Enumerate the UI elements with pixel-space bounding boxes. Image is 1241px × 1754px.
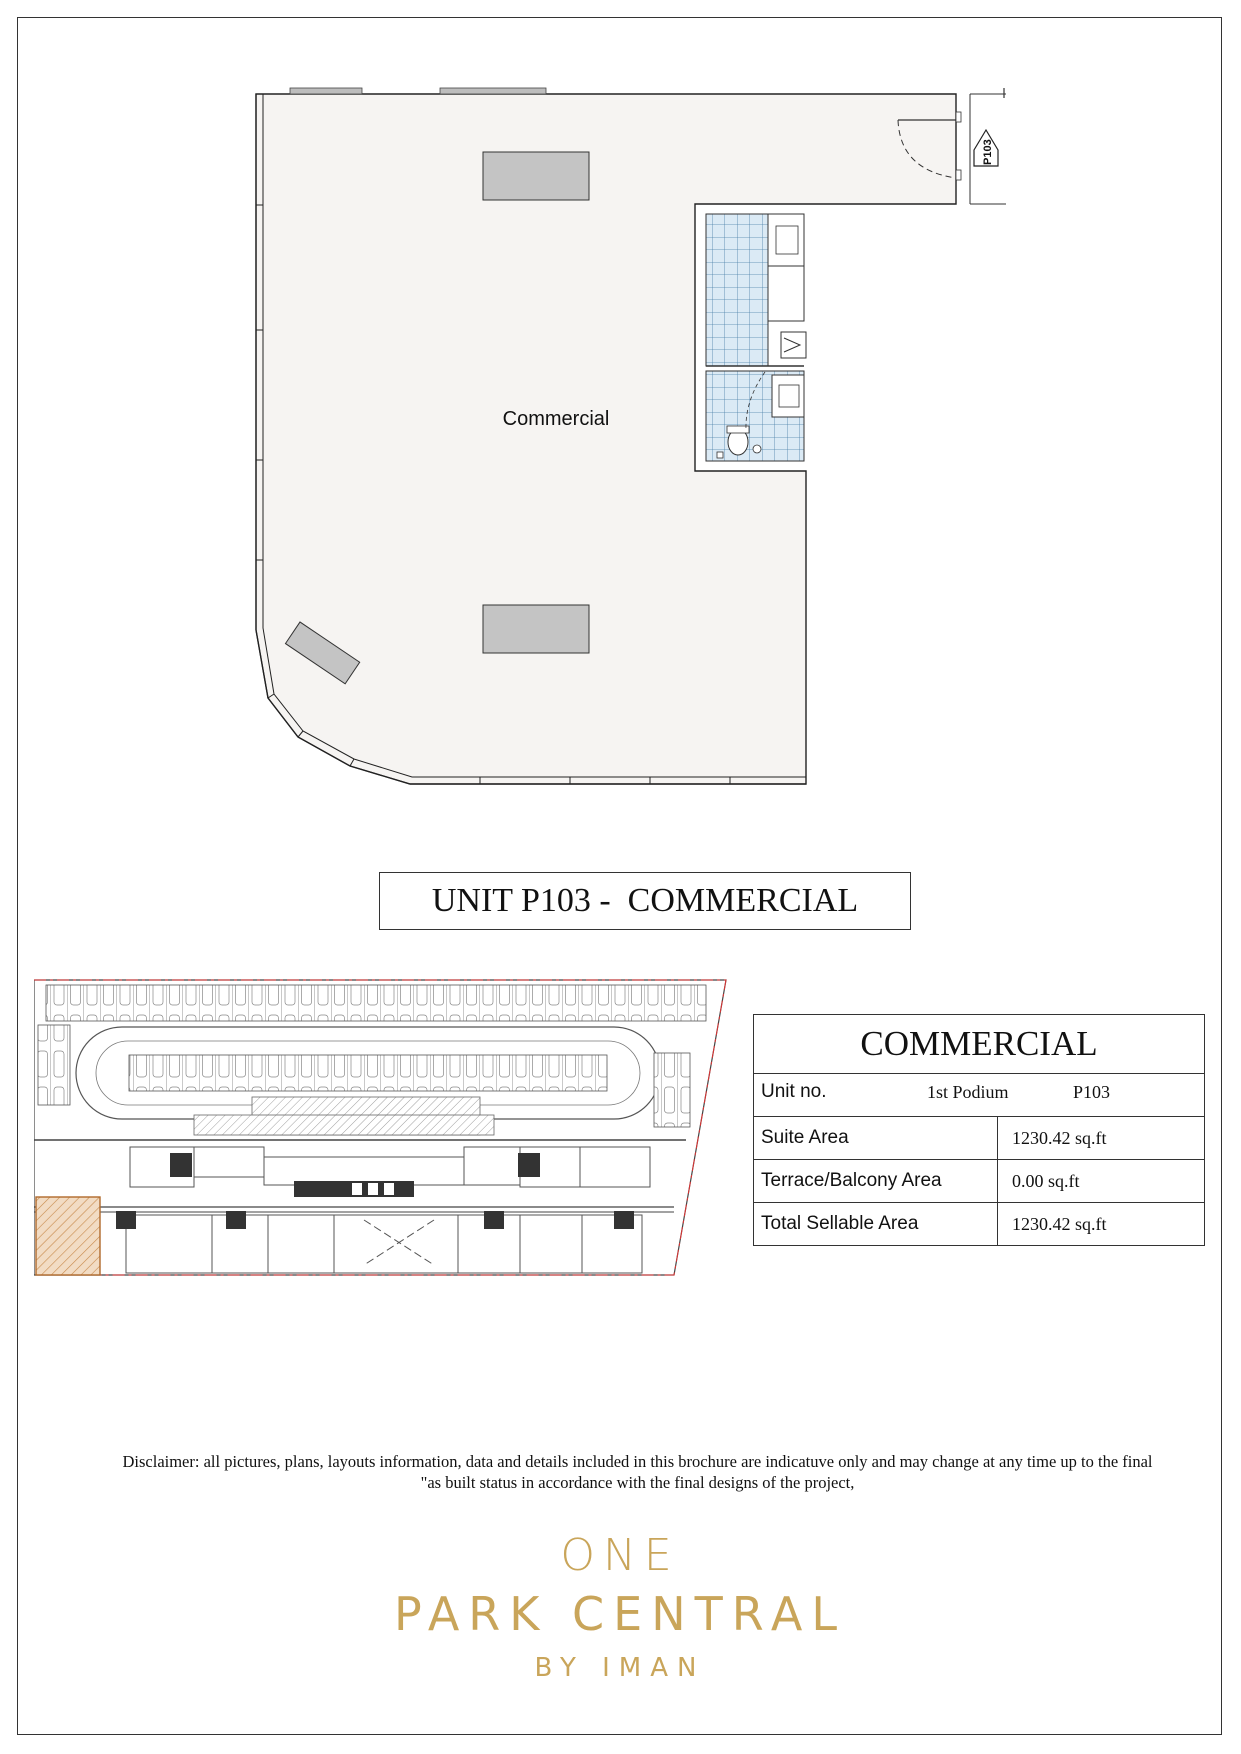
disclaimer-line-1: Disclaimer: all pictures, plans, layouts information, data and details included in this brochure are indicatuve only and may change at any time up to the final [122, 1452, 1153, 1471]
unit-tag [974, 130, 998, 166]
total-area-value: 1230.42 sq.ft [998, 1203, 1205, 1246]
logo-line-park-central: PARK CENTRAL [394, 1587, 846, 1641]
floor-value: 1st Podium [927, 1082, 1009, 1102]
suite-area-value: 1230.42 sq.ft [998, 1117, 1205, 1160]
brand-logo [340, 1530, 900, 1688]
floor-area [256, 94, 956, 784]
column-top [483, 152, 589, 200]
unit-tag-text: P103 [982, 139, 994, 165]
floor-plan [0, 0, 1241, 870]
column-bottom [483, 605, 589, 653]
suite-area-label: Suite Area [754, 1117, 998, 1160]
unit-no-value: P103 [1073, 1082, 1111, 1102]
unit-title: UNIT P103 - COMMERCIAL [379, 872, 911, 930]
disclaimer-line-2: "as built status in accordance with the final designs of the project, [420, 1473, 855, 1492]
terrace-area-label: Terrace/Balcony Area [754, 1160, 998, 1203]
terrace-area-value: 0.00 sq.ft [998, 1160, 1205, 1203]
unit-row [754, 1074, 1205, 1117]
unit-no-label: Unit no. [761, 1081, 827, 1102]
key-plan [34, 975, 734, 1285]
spec-table [753, 1014, 1205, 1246]
total-area-label: Total Sellable Area [754, 1203, 998, 1246]
table-row [754, 1117, 1205, 1160]
logo-line-one: ONE [560, 1530, 680, 1581]
highlighted-unit [36, 1197, 100, 1275]
spec-heading: COMMERCIAL [754, 1015, 1205, 1074]
table-row [754, 1160, 1205, 1203]
logo-line-by-iman: BY IMAN [534, 1653, 706, 1683]
table-row [754, 1203, 1205, 1246]
disclaimer [60, 1451, 1215, 1493]
room-label: Commercial [502, 408, 610, 430]
